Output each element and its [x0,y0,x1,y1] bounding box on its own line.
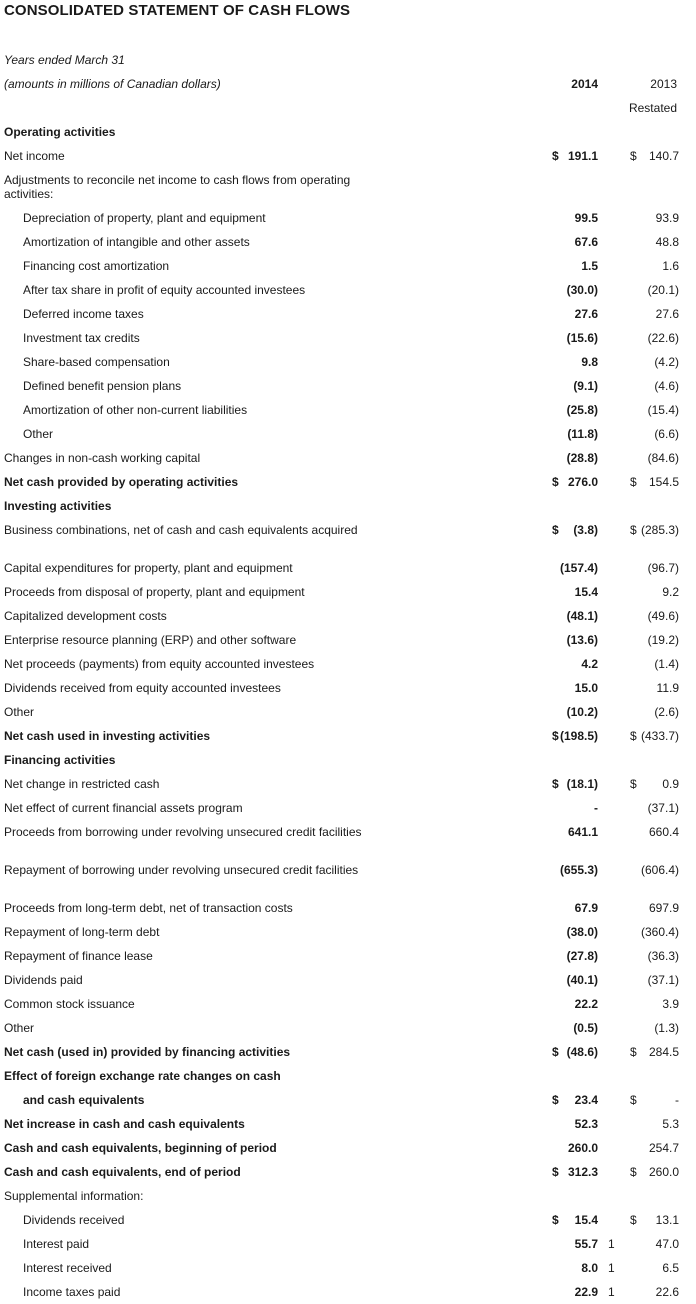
value-2013 [611,561,679,575]
table-row [0,326,696,350]
amount: 23.4 [574,1093,598,1107]
amount: 1.6 [662,259,679,273]
table-row [0,580,696,604]
table-row [0,1256,696,1280]
header-restated-row [0,96,696,120]
amount: 27.6 [574,307,598,321]
table-row [0,920,696,944]
amount: 254.7 [648,1141,679,1155]
row-label: Net proceeds (payments) from equity accounted investees [4,657,315,671]
value-2013 [611,1141,679,1155]
value-2013 [611,427,679,441]
value-2014 [535,1213,601,1227]
value-2014 [535,1165,601,1179]
amount: 15.0 [574,681,598,695]
amount: (1.4) [654,657,679,671]
value-2013 [611,825,679,839]
value-2013 [611,801,679,815]
value-2014 [535,729,601,743]
row-label: Financing activities [4,753,116,767]
statement-title: CONSOLIDATED STATEMENT OF CASH FLOWS [4,2,351,19]
amount: (0.5) [573,1021,598,1035]
amount: (27.8) [566,949,598,963]
table-row [0,1112,696,1136]
table-row [0,1232,696,1256]
value-2013 [611,729,679,743]
amount: 5.3 [662,1117,679,1131]
value-2014 [535,355,601,369]
value-2013 [611,925,679,939]
value-2013 [611,1261,679,1275]
row-label: Business combinations, net of cash and cash equivalents acquired [4,523,358,537]
row-label: Investing activities [4,499,112,513]
header-units-row [0,72,696,96]
value-2014 [535,331,601,345]
value-2014 [535,825,601,839]
amount: 93.9 [655,211,679,225]
amount: (10.2) [566,705,598,719]
amount: (4.6) [654,379,679,393]
row-label: Supplemental information: [4,1189,144,1203]
amount: (22.6) [647,331,679,345]
amount: (49.6) [647,609,679,623]
value-2014 [535,1285,601,1299]
amount: (15.6) [566,331,598,345]
row-label: Other [4,1021,35,1035]
row-label: Amortization of intangible and other assets [23,235,250,249]
value-2013 [611,1021,679,1035]
value-2013 [611,949,679,963]
row-label: Defined benefit pension plans [23,379,182,393]
amount: (40.1) [566,973,598,987]
value-2013 [611,211,679,225]
amount: (96.7) [647,561,679,575]
value-2014 [535,475,601,489]
value-2013 [611,283,679,297]
amount: 52.3 [574,1117,598,1131]
table-row [0,1184,696,1208]
value-2013 [611,777,679,791]
amount: 140.7 [648,149,679,163]
amount: (36.3) [647,949,679,963]
table-row [0,700,696,724]
row-label: Proceeds from long-term debt, net of transaction costs [4,901,293,915]
value-2014 [535,149,601,163]
table-row [0,944,696,968]
amount: 191.1 [567,149,598,163]
table-row [0,1016,696,1040]
value-2013 [611,475,679,489]
table-row [0,168,696,206]
table-row [0,1136,696,1160]
amount: (11.8) [567,427,598,441]
amount: 312.3 [567,1165,598,1179]
row-label: Net income [4,149,65,163]
row-label: Changes in non-cash working capital [4,451,201,465]
value-2013 [611,149,679,163]
amount: (285.3) [640,523,679,537]
amount: 260.0 [567,1141,598,1155]
currency-symbol: $ [630,777,637,791]
value-2013 [611,657,679,671]
value-2014 [535,523,601,537]
row-label: Proceeds from borrowing under revolving unsecured credit facilities [4,825,362,839]
amount: (19.2) [647,633,679,647]
amount: (37.1) [647,801,679,815]
table-row [0,302,696,326]
value-2013 [611,451,679,465]
row-label: Repayment of long-term debt [4,925,160,939]
amount: (48.1) [566,609,598,623]
amount: 1.5 [581,259,598,273]
row-label: Net cash used in investing activities [4,729,211,743]
currency-symbol: $ [552,523,559,537]
value-2013 [611,331,679,345]
amount: 260.0 [648,1165,679,1179]
table-row [0,858,696,896]
row-label: Net change in restricted cash [4,777,160,791]
table-row [0,1280,696,1304]
value-2014 [535,925,601,939]
table-row [0,518,696,556]
row-label: Amortization of other non-current liabilities [23,403,248,417]
value-2014 [535,307,601,321]
amount: 22.6 [655,1285,679,1299]
row-label: Net increase in cash and cash equivalents [4,1117,245,1131]
amount: 660.4 [648,825,679,839]
amount: 47.0 [655,1237,679,1251]
value-2013 [611,863,679,877]
value-2013 [611,705,679,719]
value-2014 [535,211,601,225]
table-row [0,992,696,1016]
amount: 55.7 [574,1237,598,1251]
row-label: Deferred income taxes [23,307,144,321]
amount: 8.0 [581,1261,598,1275]
row-label: Other [23,427,54,441]
currency-symbol: $ [630,1045,637,1059]
table-row [0,398,696,422]
amount: (360.4) [640,925,679,939]
row-label: Capitalized development costs [4,609,167,623]
row-label: After tax share in profit of equity accounted investees [23,283,306,297]
row-label: Net cash provided by operating activities [4,475,239,489]
amount: 9.8 [581,355,598,369]
value-2014 [535,235,601,249]
currency-symbol: $ [552,475,559,489]
amount: 99.5 [574,211,598,225]
value-2014 [535,451,601,465]
value-2013 [611,681,679,695]
amount: 22.9 [574,1285,598,1299]
amount: 22.2 [574,997,598,1011]
amount: 13.1 [655,1213,679,1227]
amount: (606.4) [640,863,679,877]
amount: 67.6 [574,235,598,249]
amount: (48.6) [566,1045,598,1059]
footnote-marker: 1 [608,1261,615,1275]
value-2014 [535,949,601,963]
value-2013 [611,997,679,1011]
table-row [0,422,696,446]
value-2014 [535,1045,601,1059]
value-2013 [611,633,679,647]
currency-symbol: $ [630,729,637,743]
amount: (6.6) [654,427,679,441]
amount: (3.8) [573,523,598,537]
column-header-2013: 2013 [650,77,677,91]
row-label: Cash and cash equivalents, end of period [4,1165,241,1179]
row-label: Dividends received from equity accounted investees [4,681,281,695]
currency-symbol: $ [630,1213,637,1227]
amount: - [675,1093,679,1107]
table-row [0,1208,696,1232]
value-2014 [535,901,601,915]
table-row [0,796,696,820]
amount: 154.5 [648,475,679,489]
amount: (37.1) [647,973,679,987]
value-2013 [611,1045,679,1059]
value-2014 [535,585,601,599]
currency-symbol: $ [630,1165,637,1179]
table-row [0,206,696,230]
row-label: Income taxes paid [23,1285,121,1299]
amount: (9.1) [573,379,598,393]
value-2014 [535,561,601,575]
currency-symbol: $ [552,1045,559,1059]
amount: 4.2 [581,657,598,671]
value-2013 [611,259,679,273]
amount: (38.0) [566,925,598,939]
row-label: Net effect of current financial assets program [4,801,243,815]
currency-symbol: $ [552,777,559,791]
value-2014 [535,283,601,297]
amount: 0.9 [662,777,679,791]
currency-symbol: $ [630,149,637,163]
value-2013 [611,379,679,393]
currency-symbol: $ [552,1213,559,1227]
row-label: Interest paid [23,1237,90,1251]
amount: (198.5) [559,729,598,743]
row-label: Proceeds from disposal of property, plant and equipment [4,585,305,599]
amount: 67.9 [574,901,598,915]
column-header-2014: 2014 [571,77,598,91]
amount: 48.8 [655,235,679,249]
amount: 284.5 [648,1045,679,1059]
amount: (15.4) [647,403,679,417]
table-row [0,652,696,676]
table-row [0,374,696,398]
amount: 11.9 [656,681,679,695]
table-row [0,494,696,518]
table-row [0,1160,696,1184]
amount: (28.8) [566,451,598,465]
table-row [0,230,696,254]
amount: (30.0) [566,283,598,297]
value-2014 [535,427,601,441]
table-row [0,772,696,796]
amount: 15.4 [574,1213,598,1227]
currency-symbol: $ [630,475,637,489]
header-period-row [0,48,696,72]
row-label: Depreciation of property, plant and equipment [23,211,266,225]
value-2014 [535,1237,601,1251]
row-label: Operating activities [4,125,116,139]
value-2014 [535,801,601,815]
amount: (655.3) [559,863,598,877]
row-label: and cash equivalents [23,1093,145,1107]
amount: 3.9 [662,997,679,1011]
value-2013 [611,355,679,369]
value-2014 [535,633,601,647]
table-row [0,470,696,494]
row-label: Repayment of finance lease [4,949,153,963]
value-2013 [611,1117,679,1131]
value-2014 [535,403,601,417]
row-label: Cash and cash equivalents, beginning of period [4,1141,277,1155]
value-2013 [611,307,679,321]
amount: 15.4 [574,585,598,599]
row-label: Repayment of borrowing under revolving unsecured credit facilities [4,863,359,877]
value-2013 [611,609,679,623]
table-row [0,968,696,992]
value-2014 [535,609,601,623]
value-2014 [535,1021,601,1035]
table-row [0,350,696,374]
value-2014 [535,1261,601,1275]
amount: 6.5 [662,1261,679,1275]
amount: (433.7) [640,729,679,743]
value-2014 [535,681,601,695]
currency-symbol: $ [552,149,559,163]
row-label: Other [4,705,35,719]
row-label: Enterprise resource planning (ERP) and other software [4,633,297,647]
value-2013 [611,973,679,987]
value-2013 [611,585,679,599]
table-row [0,724,696,748]
value-2014 [535,777,601,791]
row-label: Dividends paid [4,973,83,987]
currency-symbol: $ [552,1093,559,1107]
row-label: Dividends received [23,1213,125,1227]
footnote-marker: 1 [608,1237,615,1251]
table-row [0,556,696,580]
amount: (4.2) [654,355,679,369]
table-row [0,1064,696,1088]
amount: (84.6) [647,451,679,465]
value-2014 [535,863,601,877]
table-row [0,278,696,302]
table-row [0,628,696,652]
row-label: Adjustments to reconcile net income to cash flows from operating activities: [4,173,351,201]
value-2014 [535,259,601,273]
amount: (20.1) [647,283,679,297]
table-row [0,748,696,772]
row-label: Investment tax credits [23,331,140,345]
currency-symbol: $ [630,1093,637,1107]
value-2013 [611,1093,679,1107]
value-2013 [611,901,679,915]
units-label: (amounts in millions of Canadian dollars) [4,77,221,91]
amount: (13.6) [566,633,598,647]
table-row [0,896,696,920]
value-2013 [611,523,679,537]
value-2014 [535,1117,601,1131]
amount: 697.9 [648,901,679,915]
value-2014 [535,379,601,393]
value-2014 [535,973,601,987]
period-label: Years ended March 31 [4,53,125,67]
amount: (157.4) [559,561,598,575]
currency-symbol: $ [552,1165,559,1179]
amount: - [594,801,598,815]
table-row [0,820,696,858]
row-label: Interest received [23,1261,112,1275]
amount: 276.0 [567,475,598,489]
value-2013 [611,1213,679,1227]
currency-symbol: $ [630,523,637,537]
value-2013 [611,1285,679,1299]
table-row [0,676,696,700]
currency-symbol: $ [552,729,559,743]
table-row [0,604,696,628]
value-2014 [535,657,601,671]
table-row [0,254,696,278]
table-row [0,1040,696,1064]
amount: (1.3) [654,1021,679,1035]
row-label: Share-based compensation [23,355,170,369]
value-2014 [535,1093,601,1107]
amount: 641.1 [567,825,598,839]
value-2013 [611,1165,679,1179]
row-label: Common stock issuance [4,997,135,1011]
table-row [0,120,696,144]
value-2013 [611,403,679,417]
value-2013 [611,235,679,249]
row-label: Capital expenditures for property, plant and equipment [4,561,293,575]
value-2014 [535,1141,601,1155]
row-label: Net cash (used in) provided by financing activities [4,1045,291,1059]
amount: 27.6 [655,307,679,321]
amount: 9.2 [662,585,679,599]
footnote-marker: 1 [608,1285,615,1299]
table-row [0,446,696,470]
value-2013 [611,1237,679,1251]
restated-note: Restated [628,101,677,115]
amount: (18.1) [566,777,598,791]
value-2014 [535,705,601,719]
table-row [0,1088,696,1112]
amount: (25.8) [566,403,598,417]
row-label: Financing cost amortization [23,259,170,273]
amount: (2.6) [654,705,679,719]
value-2014 [535,997,601,1011]
table-row [0,144,696,168]
row-label: Effect of foreign exchange rate changes on cash [4,1069,281,1083]
